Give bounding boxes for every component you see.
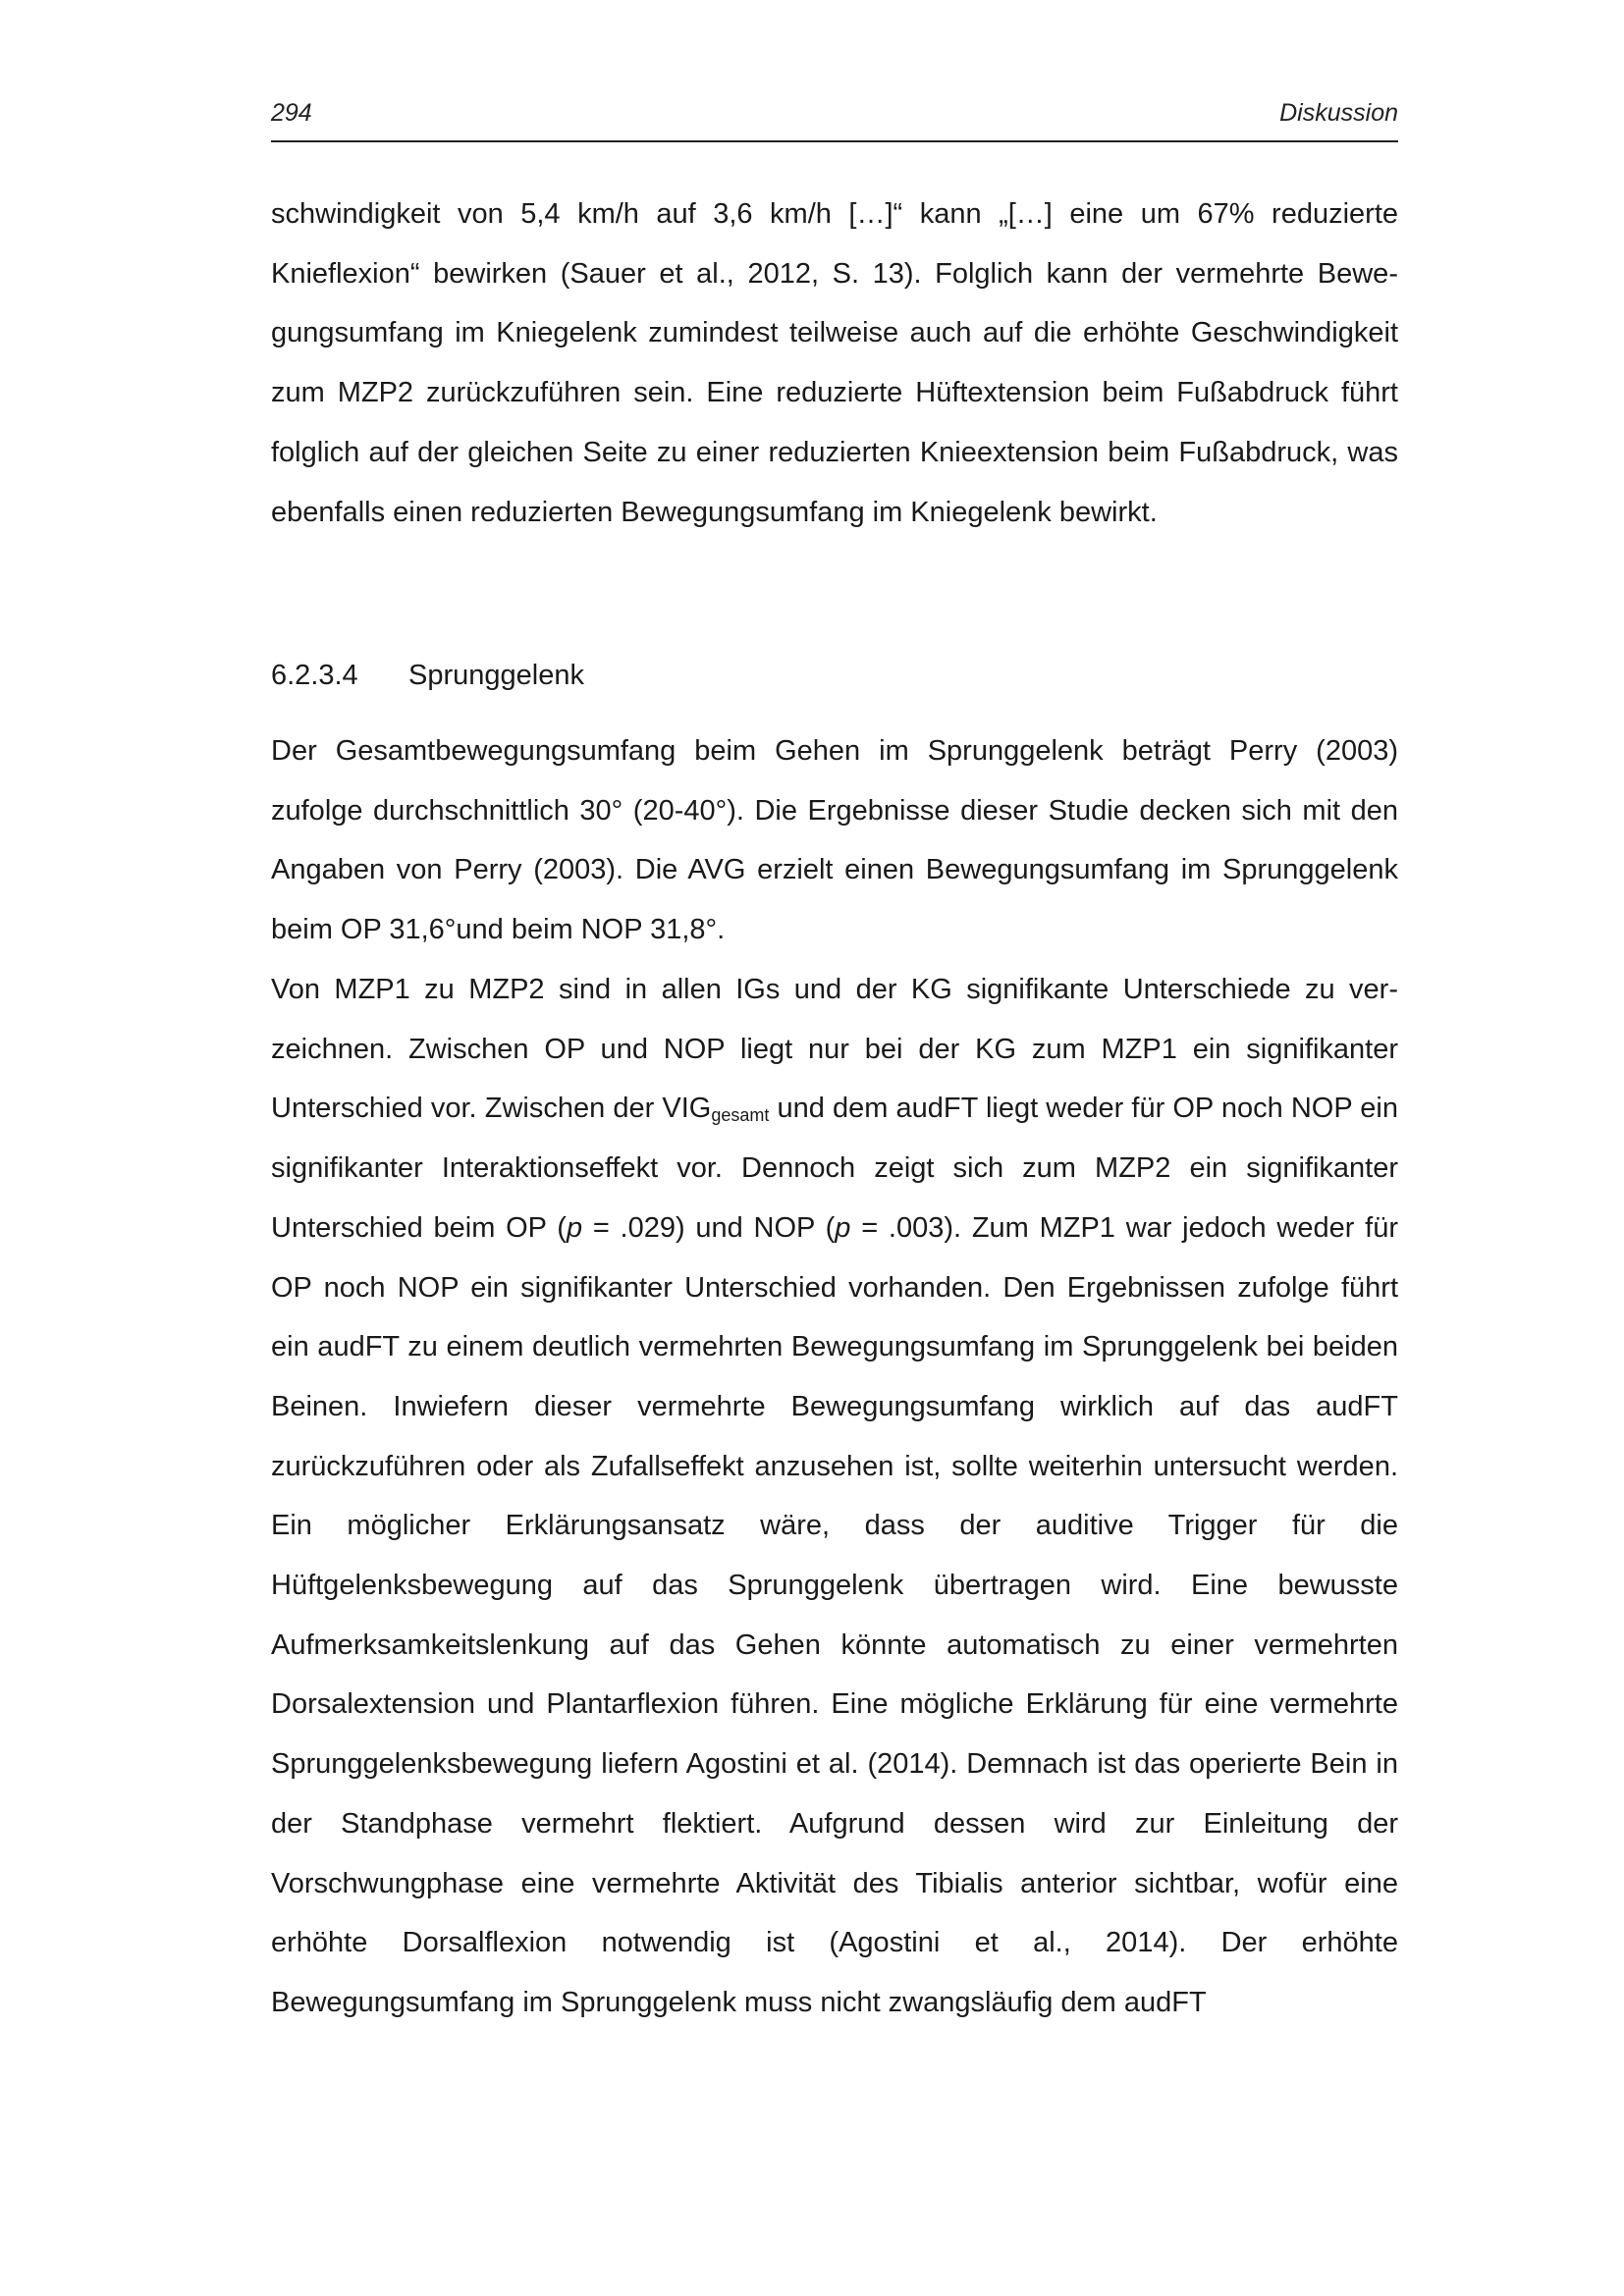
page-header xyxy=(271,93,1398,142)
section-heading xyxy=(271,652,584,699)
text-segment: = .029) und NOP ( xyxy=(582,1211,836,1244)
section-number: 6.2.3.4 xyxy=(271,660,358,691)
text-segment: und dem audFT liegt weder für OP noch NOP ein signifikanter Interaktionseffekt vor. Dennoch zeigt sich zum MZP2 ein signifikanter Unterschied beim OP ( xyxy=(271,1093,1399,1244)
paragraph-range-of-motion: Der Gesamtbewegungsumfang beim Gehen im Sprunggelenk beträgt Perry (2003) zufolge durchschnittlich 30° (20-40°). Die Ergebnisse dieser Studie decken sich mit den Angaben von Perry (2003). Die AVG erzielt einen Bewegungsumfang im Sprunggelenk beim OP 31,6°und beim NOP 31,8°. xyxy=(271,735,1398,946)
p-value-symbol: p xyxy=(835,1211,851,1244)
paragraph-results-discussion xyxy=(271,960,1398,2033)
chapter-title: Diskussion xyxy=(1279,99,1398,127)
page-number: 294 xyxy=(271,99,312,127)
text-segment: Von MZP1 zu MZP2 sind in allen IGs und der KG signifikante Unterschiede zu verzeichnen. Zwischen OP und NOP liegt nur bei der KG zum MZP1 ein signifikanter Unterschied vor. Zwischen der VIG xyxy=(271,974,1398,1125)
text-segment: = .003). Zum MZP1 war jedoch weder für OP noch NOP ein signifikanter Unterschied vorhanden. Den Ergebnissen zufolge führt ein audFT zu einem deutlich vermehrten Bewegungsumfang im Sprunggelenk bei beiden Beinen. Inwiefern dieser vermehrte Bewegungsumfang wirklich auf das audFT zurückzuführen oder als Zufallseffekt anzusehen ist, sollte weiterhin untersucht werden. Ein möglicher Erklärungsansatz wäre, dass der auditive Trigger für die Hüftgelenksbewegung auf das Sprunggelenk übertragen wird. Eine bewusste Aufmerksamkeitslenkung auf das Gehen könnte automatisch zu einer vermehrten Dorsalextension und Plantarflexion führen. Eine mögliche Erklärung für eine vermehrte Sprunggelenksbewegung liefern Agostini et al. (2014). Demnach ist das operierte Bein in der Standphase vermehrt flektiert. Aufgrund dessen wird zur Einleitung der Vorschwungphase eine vermehrte Aktivität des Tibialis anterior sichtbar, wofür eine erhöhte Dorsalflexion notwendig ist (Agostini et al., 2014). Der erhöhte Bewegungsumfang im Sprunggelenk muss nicht zwangsläufig dem audFT xyxy=(271,1211,1398,2018)
paragraph-knee-discussion: schwindigkeit von 5,4 km/h auf 3,6 km/h […]“ kann „[…] eine um 67% reduzierte Knieflexion“ bewirken (Sauer et al., 2012, S. 13). Folglich kann der vermehrte Bewegungsumfang im Kniegelenk zumindest teilweise auch auf die erhöhte Geschwindigkeit zum MZP2 zurückzuführen sein. Eine reduzierte Hüftextension beim Fußabdruck führt folglich auf der gleichen Seite zu einer reduzierten Knieextension beim Fußabdruck, was ebenfalls einen reduzierten Bewegungsumfang im Kniegelenk bewirkt. xyxy=(271,198,1398,528)
section-title: Sprunggelenk xyxy=(408,660,584,691)
p-value-symbol: p xyxy=(566,1211,583,1244)
subscript-gesamt: gesamt xyxy=(711,1105,770,1126)
